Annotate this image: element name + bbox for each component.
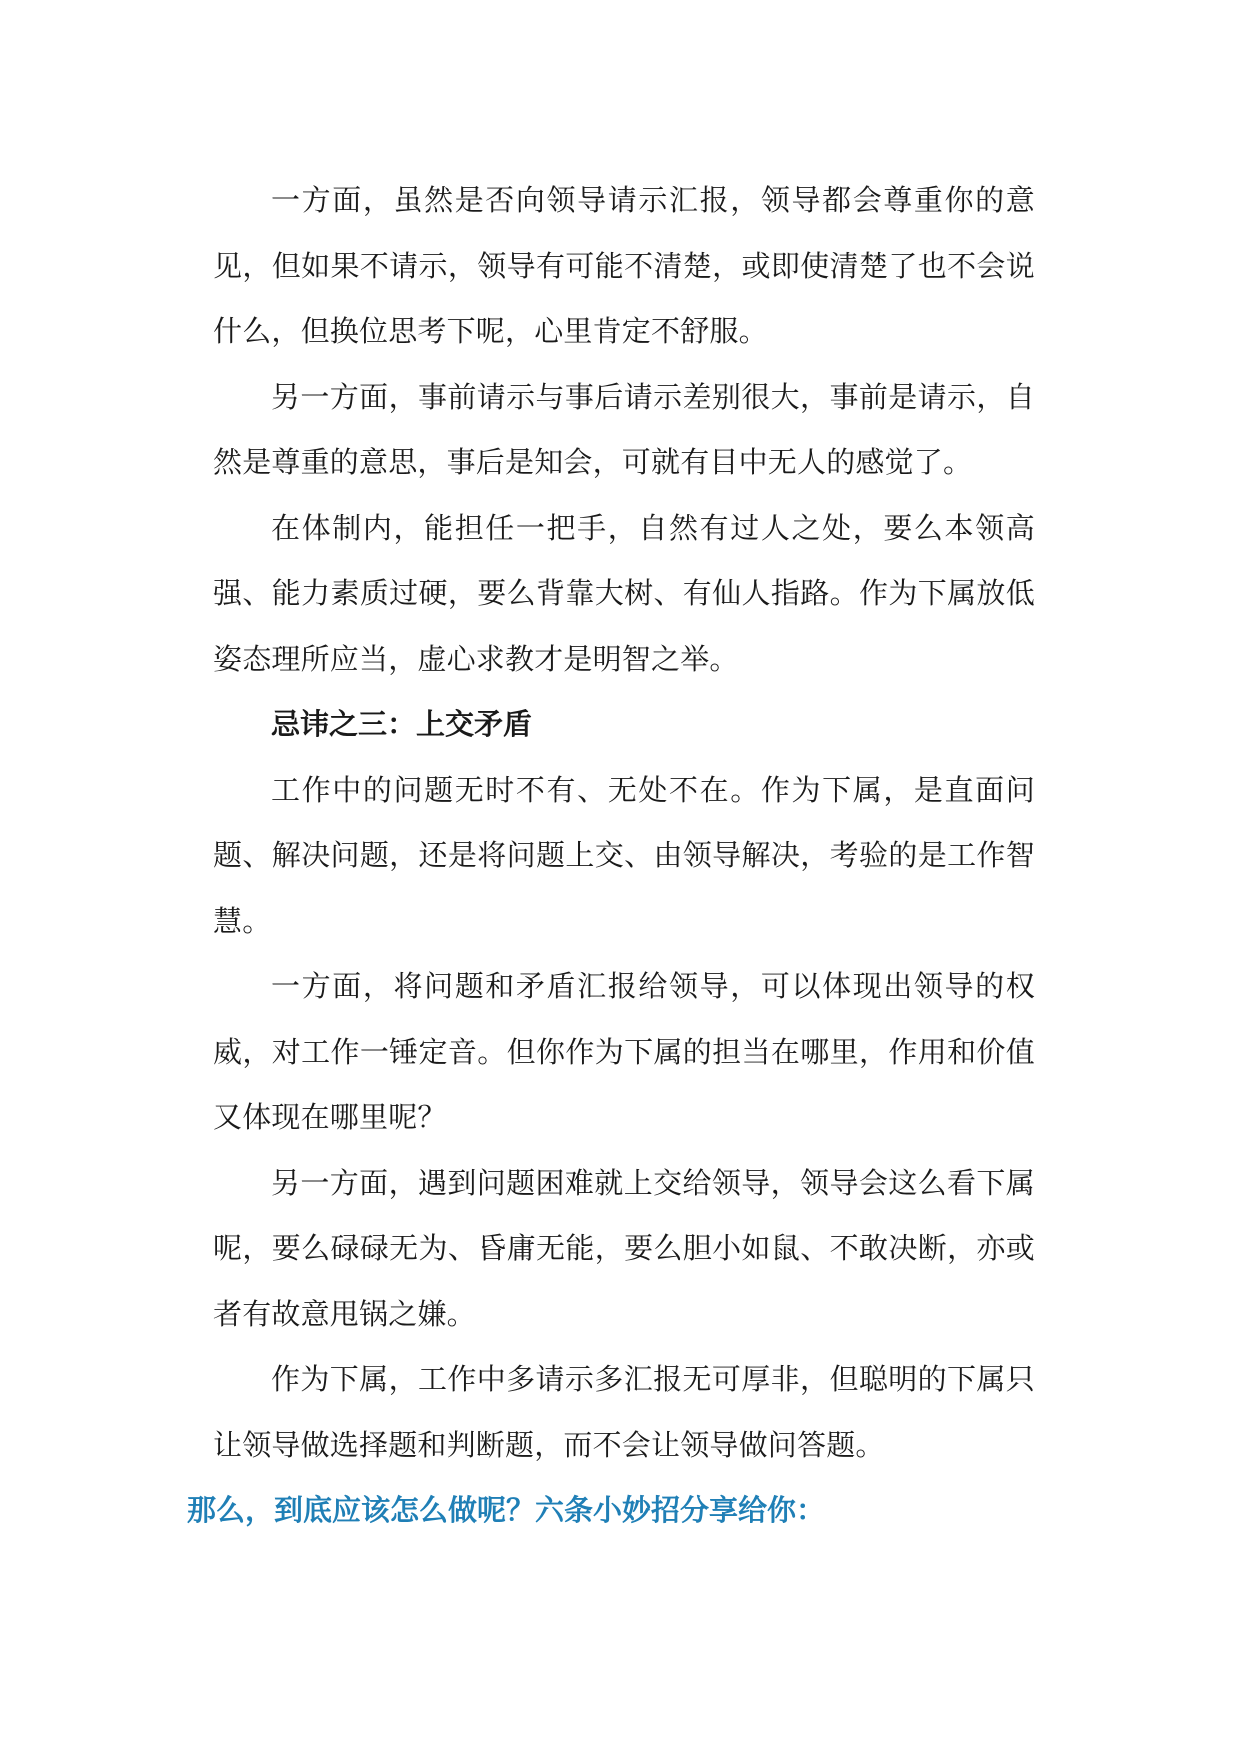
highlight-six-tips: 那么，到底应该怎么做呢？六条小妙招分享给你： (187, 1493, 826, 1527)
paragraph-leader-ability: 在体制内，能担任一把手，自然有过人之处，要么本领高强、能力素质过硬，要么背靠大树、有仙人指路。作为下属放低姿态理所应当，虚心求教才是明智之举。 (213, 510, 1035, 676)
paragraph-smart-subordinate: 作为下属，工作中多请示多汇报无可厚非，但聪明的下属只让领导做选择题和判断题，而不会让领导做问答题。 (213, 1362, 1035, 1462)
paragraph-before-after-request: 另一方面，事前请示与事后请示差别很大，事前是请示，自然是尊重的意思，事后是知会，可就有目中无人的感觉了。 (213, 379, 1035, 479)
paragraph-work-problems: 工作中的问题无时不有、无处不在。作为下属，是直面问题、解决问题，还是将问题上交、由领导解决，考验的是工作智慧。 (213, 772, 1035, 938)
section-heading-taboo-three: 忌讳之三：上交矛盾 (271, 707, 533, 741)
paragraph-respect-opinion: 一方面，虽然是否向领导请示汇报，领导都会尊重你的意见，但如果不请示，领导有可能不清楚，或即使清楚了也不会说什么，但换位思考下呢，心里肯定不舒服。 (213, 183, 1035, 348)
paragraph-pass-up-problems: 另一方面，遇到问题困难就上交给领导，领导会这么看下属呢，要么碌碌无为、昏庸无能，要么胆小如鼠、不敢决断，亦或者有故意甩锅之嫌。 (213, 1165, 1035, 1331)
paragraph-report-conflicts: 一方面，将问题和矛盾汇报给领导，可以体现出领导的权威，对工作一锤定音。但你作为下属的担当在哪里，作用和价值又体现在哪里呢？ (213, 969, 1035, 1134)
article-body (187, 168, 1035, 1544)
